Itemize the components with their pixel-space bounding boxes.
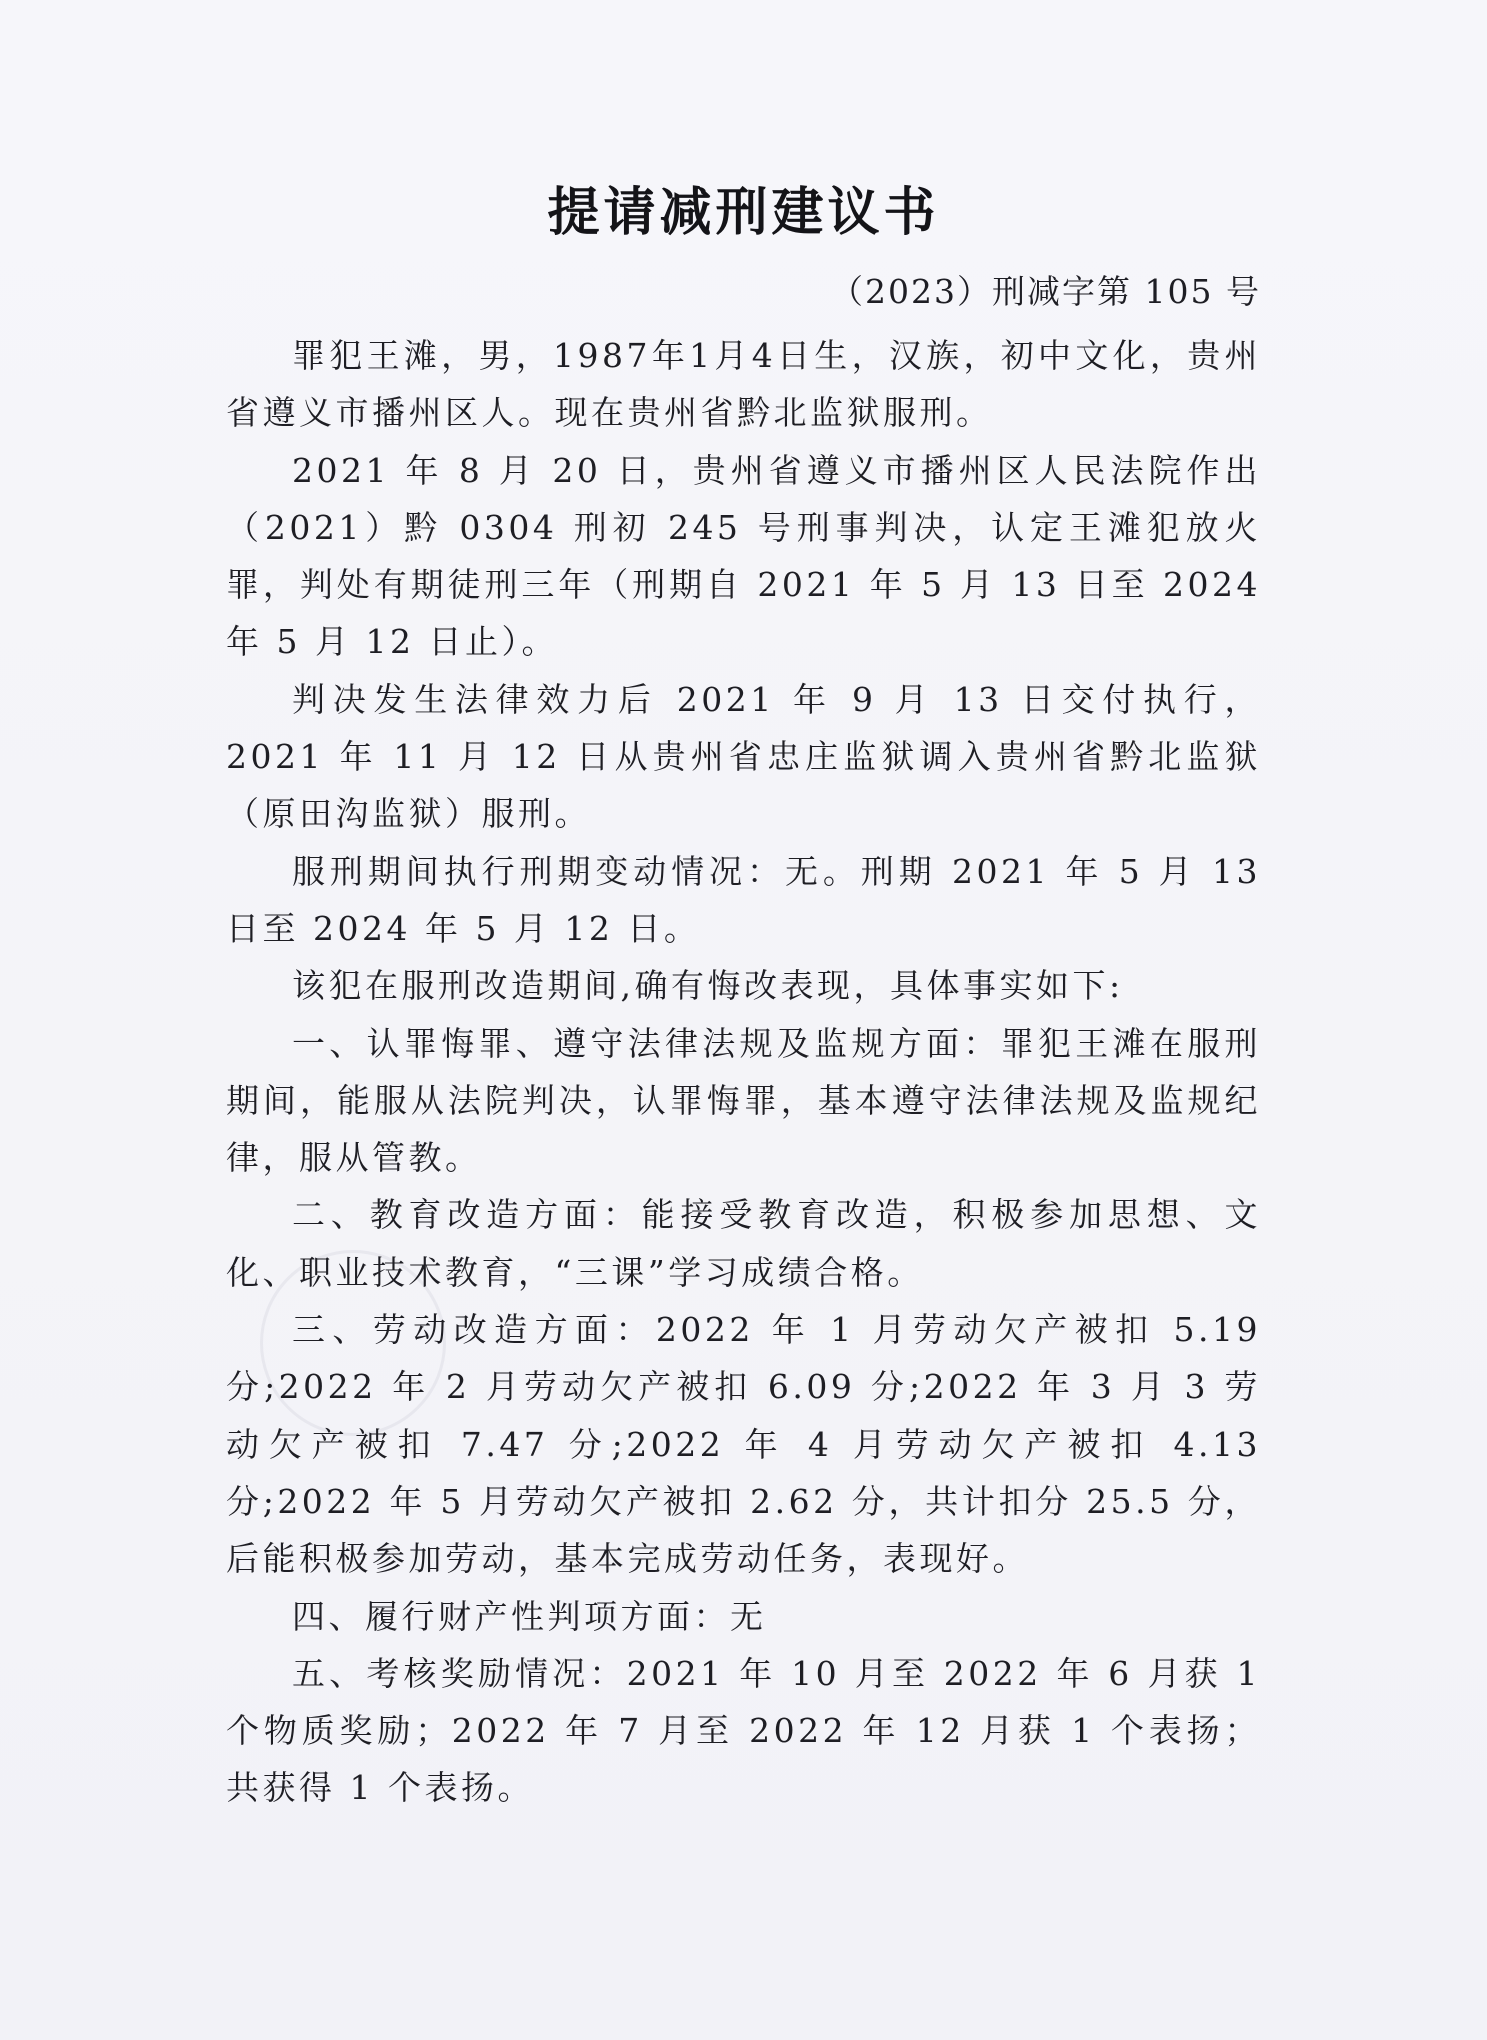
paragraph-education: 二、教育改造方面：能接受教育改造，积极参加思想、文化、职业技术教育，“三课”学习成绩合格。 <box>226 1195 1261 1292</box>
paragraph-repentance-intro: 该犯在服刑改造期间,确有悔改表现，具体事实如下: <box>292 966 1124 1006</box>
paragraph-sentence-changes: 服刑期间执行刑期变动情况：无。刑期 2021 年 5 月 13 日至 2024 年 5 月 12 日。 <box>226 851 1261 948</box>
document-number: （2023）刑减字第 105 号 <box>830 272 1261 311</box>
paragraph-prisoner-info: 罪犯王滩，男，1987年1月4日生，汉族，初中文化，贵州省遵义市播州区人。现在贵州省黔北监狱服刑。 <box>226 336 1261 433</box>
paragraph-judgment: 2021 年 8 月 20 日，贵州省遵义市播州区人民法院作出（2021）黔 0304 刑初 245 号刑事判决，认定王滩犯放火罪，判处有期徒刑三年（刑期自 2021 年 5 月 13 日至 2024 年 5 月 12 日止）。 <box>226 450 1261 662</box>
paragraph-labor: 三、劳动改造方面：2022 年 1 月劳动欠产被扣 5.19 分;2022 年 2 月劳动欠产被扣 6.09 分;2022 年 3 月 3 劳动欠产被扣 7.47 分;2022 年 4 月劳动欠产被扣 4.13 分;2022 年 5 月劳动欠产被扣 2.62 分，共计扣分 25.5 分，后能积极参加劳动，基本完成劳动任务，表现好。 <box>226 1310 1261 1579</box>
paragraph-property: 四、履行财产性判项方面：无 <box>292 1596 767 1636</box>
document-title: 提请减刑建议书 <box>547 183 940 243</box>
paragraph-execution: 判决发生法律效力后 2021 年 9 月 13 日交付执行，2021 年 11 月 12 日从贵州省忠庄监狱调入贵州省黔北监狱（原田沟监狱）服刑。 <box>226 679 1261 834</box>
document-body <box>226 287 1261 1817</box>
paragraph-law-compliance: 一、认罪悔罪、遵守法律法规及监规方面：罪犯王滩在服刑期间，能服从法院判决，认罪悔罪，基本遵守法律法规及监规纪律，服从管教。 <box>226 1023 1261 1178</box>
paragraph-rewards: 五、考核奖励情况：2021 年 10 月至 2022 年 6 月获 1 个物质奖励；2022 年 7 月至 2022 年 12 月获 1 个表扬；共获得 1 个表扬。 <box>226 1653 1261 1808</box>
